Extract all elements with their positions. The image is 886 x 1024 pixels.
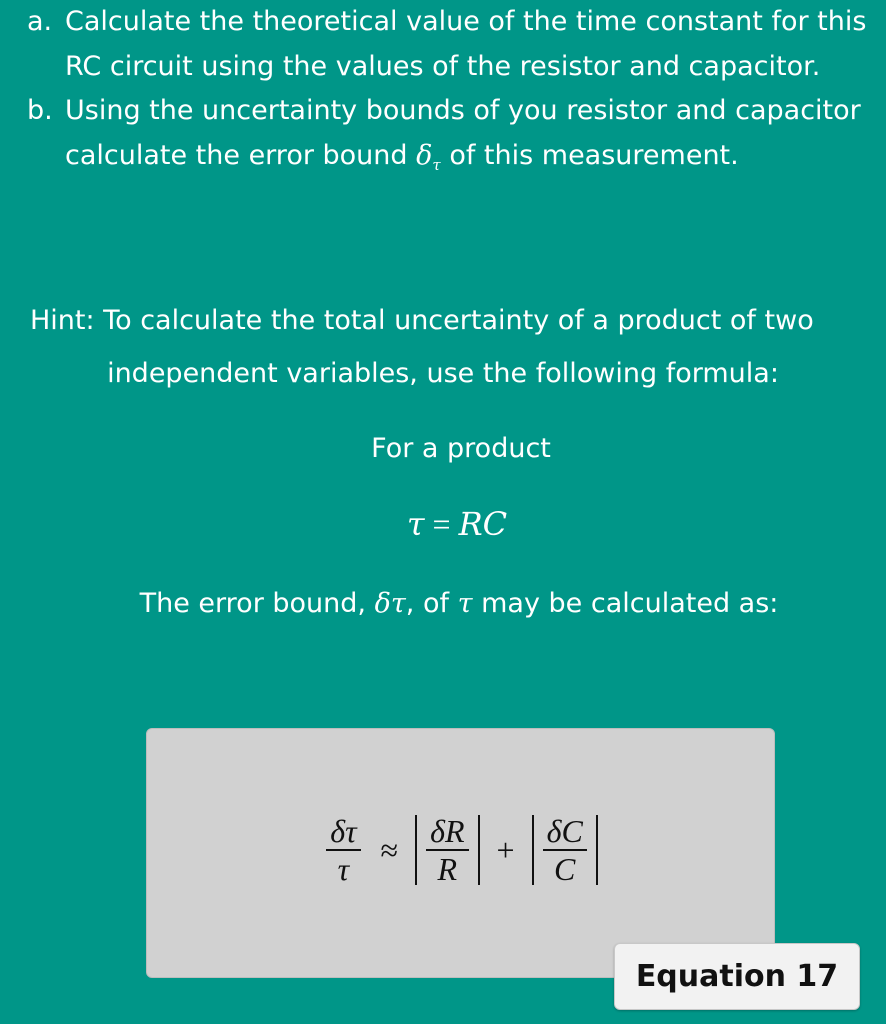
question-b-text-before: Using the uncertainty bounds of you resistor and capacitor calculate the error bound bbox=[65, 95, 861, 171]
question-a-marker: a. bbox=[27, 6, 53, 37]
r-numerator: δR bbox=[430, 813, 465, 849]
hint-line-1: Hint: To calculate the total uncertainty of a product of two bbox=[30, 305, 814, 336]
r-fraction bbox=[426, 813, 468, 887]
question-list bbox=[27, 0, 877, 187]
c-fraction bbox=[543, 813, 587, 887]
error-bound-line bbox=[0, 588, 886, 619]
c-denominator: C bbox=[554, 851, 576, 887]
question-b-text bbox=[65, 89, 877, 187]
abs-bar-right bbox=[596, 815, 598, 885]
product-label: For a product bbox=[371, 433, 551, 464]
equation-label: Equation 17 bbox=[614, 943, 860, 1010]
approx-symbol: ≈ bbox=[380, 831, 399, 868]
r-denominator: R bbox=[437, 851, 458, 887]
abs-bar-left bbox=[415, 815, 417, 885]
error-formula bbox=[147, 813, 774, 887]
error-line-middle: , of bbox=[405, 588, 449, 619]
question-b-text-after: of this measurement. bbox=[449, 139, 739, 171]
error-line-tau: τ bbox=[457, 588, 473, 619]
product-equation bbox=[0, 505, 886, 543]
abs-term-c bbox=[529, 813, 601, 887]
delta-symbol: δ bbox=[416, 139, 433, 171]
error-line-symbol: δτ bbox=[374, 588, 406, 619]
lhs-numerator: δτ bbox=[330, 813, 357, 849]
abs-bar-right bbox=[478, 815, 480, 885]
c-numerator: δC bbox=[546, 813, 583, 849]
formula-box bbox=[146, 728, 775, 978]
question-a-text: Calculate the theoretical value of the time constant for this RC circuit using the values of the resistor and capacitor. bbox=[65, 6, 867, 82]
abs-bar-left bbox=[532, 815, 534, 885]
lhs-denominator: τ bbox=[337, 851, 350, 887]
tau-subscript: τ bbox=[432, 155, 441, 174]
error-line-before: The error bound, bbox=[139, 588, 366, 619]
question-b bbox=[27, 89, 877, 187]
abs-term-r bbox=[412, 813, 482, 887]
product-eq-rhs: RC bbox=[458, 505, 508, 543]
product-eq-lhs: τ bbox=[406, 505, 425, 543]
question-a bbox=[27, 0, 877, 89]
error-bound-symbol bbox=[416, 139, 441, 174]
product-eq-equals: = bbox=[432, 506, 451, 542]
error-line-after: may be calculated as: bbox=[481, 588, 779, 619]
hint-line-2: independent variables, use the following formula: bbox=[107, 358, 779, 389]
plus-symbol: + bbox=[496, 831, 515, 868]
lhs-fraction bbox=[326, 813, 360, 887]
question-b-marker: b. bbox=[27, 95, 53, 126]
